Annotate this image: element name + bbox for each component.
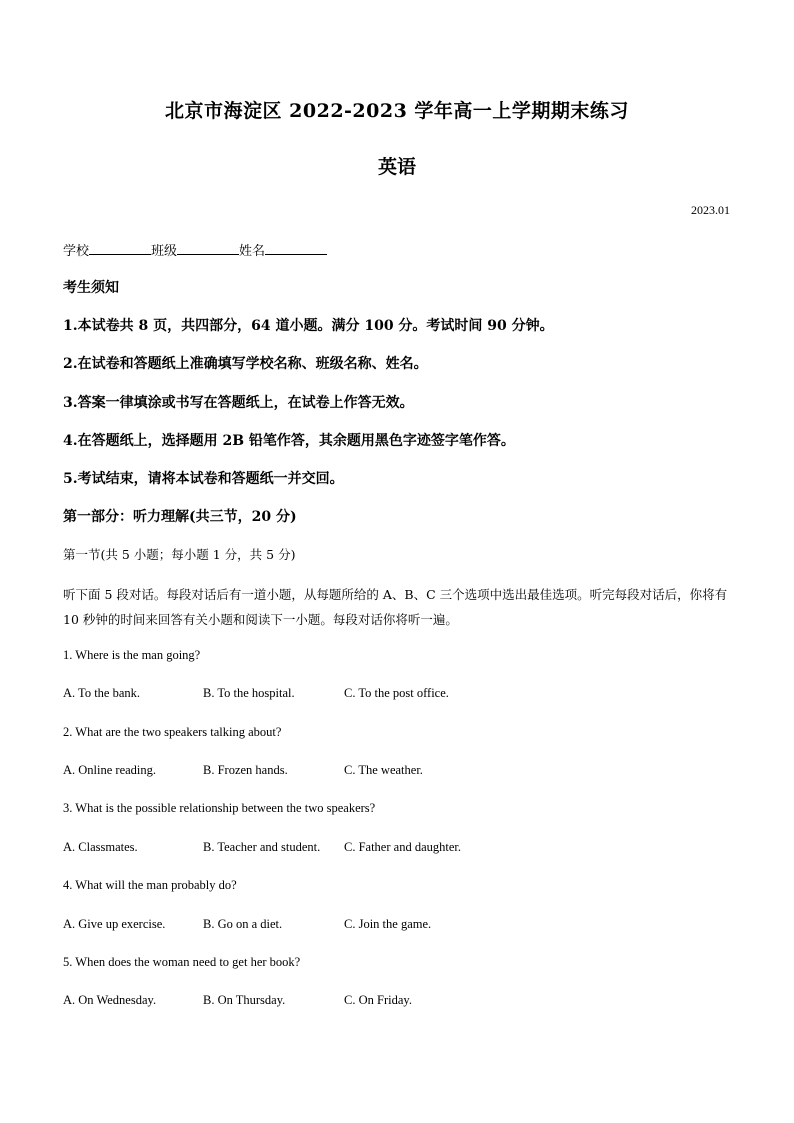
class-label: 班级	[151, 244, 178, 259]
name-label: 姓名	[239, 244, 266, 259]
subject-title: 英语	[377, 156, 416, 178]
question-2: 2. What are the two speakers talking about?	[63, 725, 282, 739]
part-one-heading: 第一部分：听力理解(共三节，20 分)	[63, 509, 297, 525]
question-5-option-b: B. On Thursday.	[203, 993, 286, 1007]
question-5: 5. When does the woman need to get her book?	[63, 955, 301, 969]
question-2-option-c: C. The weather.	[344, 763, 423, 777]
question-4: 4. What will the man probably do?	[63, 878, 237, 892]
question-3: 3. What is the possible relationship between the two speakers?	[63, 801, 376, 815]
exam-title: 北京市海淀区 2022-2023 学年高一上学期期末练习	[165, 100, 629, 122]
class-blank[interactable]	[177, 242, 239, 255]
notice-rule-5: 5.考试结束，请将本试卷和答题纸一并交回。	[63, 471, 344, 487]
notice-rule-2: 2.在试卷和答题纸上准确填写学校名称、班级名称、姓名。	[63, 356, 428, 372]
notice-rule-3: 3.答案一律填涂或书写在答题纸上，在试卷上作答无效。	[63, 395, 414, 411]
notice-heading: 考生须知	[63, 280, 119, 296]
school-label: 学校	[63, 244, 90, 259]
school-blank[interactable]	[89, 242, 151, 255]
question-4-option-b: B. Go on a diet.	[203, 917, 283, 931]
question-2-option-b: B. Frozen hands.	[203, 763, 288, 777]
exam-date: 2023.01	[691, 203, 730, 217]
question-1-option-b: B. To the hospital.	[203, 686, 295, 700]
section-one-heading: 第一节(共 5 小题；每小题 1 分，共 5 分)	[63, 547, 296, 562]
question-1: 1. Where is the man going?	[63, 648, 201, 662]
question-5-option-a: A. On Wednesday.	[63, 993, 157, 1007]
notice-rule-4: 4.在答题纸上，选择题用 2B 铅笔作答，其余题用黑色字迹签字笔作答。	[63, 433, 515, 449]
question-3-option-b: B. Teacher and student.	[203, 840, 321, 854]
name-blank[interactable]	[265, 242, 327, 255]
question-3-option-c: C. Father and daughter.	[344, 840, 461, 854]
question-1-option-c: C. To the post office.	[344, 686, 449, 700]
question-1-option-a: A. To the bank.	[63, 686, 141, 700]
student-info-fields	[63, 240, 327, 259]
question-4-option-a: A. Give up exercise.	[63, 917, 166, 931]
notice-rule-1: 1.本试卷共 8 页，共四部分，64 道小题。满分 100 分。考试时间 90 分钟。	[63, 318, 554, 334]
question-3-option-a: A. Classmates.	[63, 840, 138, 854]
question-5-option-c: C. On Friday.	[344, 993, 412, 1007]
question-4-option-c: C. Join the game.	[344, 917, 432, 931]
question-2-option-a: A. Online reading.	[63, 763, 157, 777]
listening-instructions: 听下面 5 段对话。每段对话后有一道小题，从每题所给的 A、B、C 三个选项中选出最佳选项。听完每段对话后，你将有 10 秒钟的时间来回答有关小题和阅读下一小题。每段对话你将听一遍。	[63, 587, 728, 627]
